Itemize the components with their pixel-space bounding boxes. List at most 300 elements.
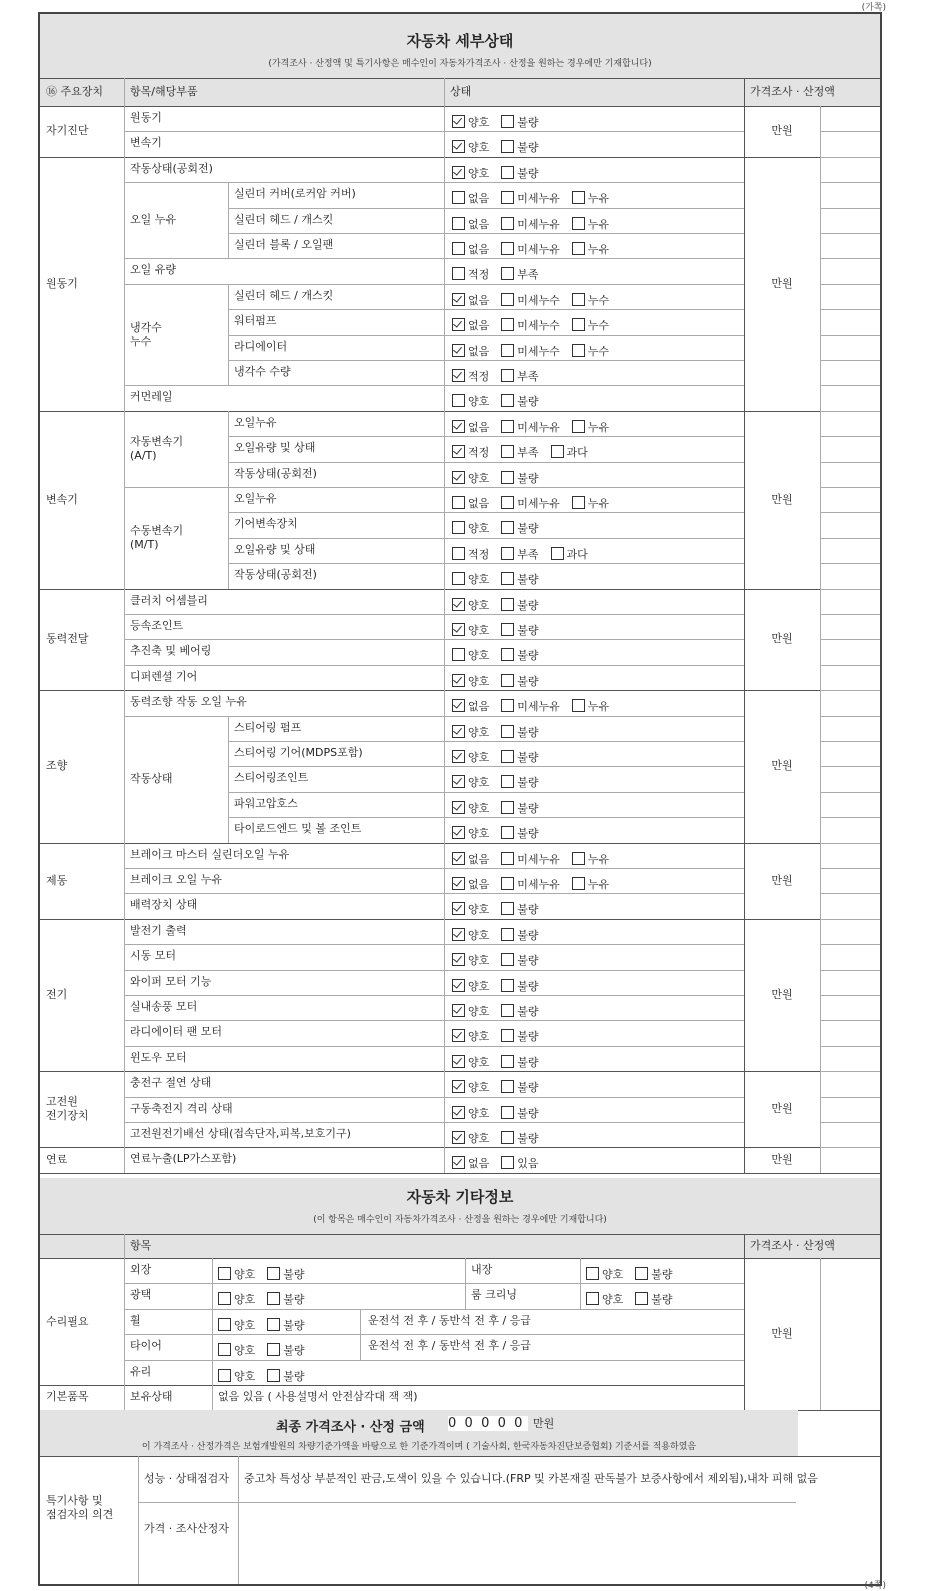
status-checkbox[interactable]	[501, 928, 514, 941]
extra-option[interactable]	[267, 1266, 304, 1282]
status-checkbox[interactable]	[501, 140, 514, 153]
status-checkbox[interactable]	[452, 902, 465, 915]
status-checkbox[interactable]	[501, 166, 514, 179]
status-checkbox[interactable]	[501, 852, 514, 865]
status-checkbox[interactable]	[501, 750, 514, 763]
status-option-label: 미세누수	[517, 319, 560, 333]
status-checkbox[interactable]	[501, 191, 514, 204]
status-option[interactable]	[452, 673, 489, 689]
status-option[interactable]	[452, 546, 489, 562]
status-option[interactable]	[452, 393, 489, 409]
status-option[interactable]	[572, 876, 609, 892]
status-option-label: 양호	[468, 954, 490, 968]
grid-line	[820, 1020, 880, 1021]
grid-line	[228, 436, 744, 437]
status-option[interactable]	[452, 368, 489, 384]
status-option[interactable]	[501, 292, 560, 308]
grid-line	[228, 233, 744, 234]
status-option[interactable]	[501, 698, 560, 714]
status-checkbox[interactable]	[452, 725, 465, 738]
extra-option[interactable]	[267, 1368, 304, 1384]
status-checkbox[interactable]	[501, 623, 514, 636]
status-checkbox[interactable]	[501, 877, 514, 890]
grid-line	[744, 1147, 820, 1148]
grid-line	[820, 131, 880, 132]
status-option[interactable]	[501, 647, 538, 663]
status-option[interactable]	[452, 851, 489, 867]
header-item: 항목/해당부품	[130, 85, 198, 98]
status-checkbox[interactable]	[501, 496, 514, 509]
status-checkbox[interactable]	[452, 979, 465, 992]
status-option-label: 양호	[468, 979, 490, 993]
status-checkbox[interactable]	[452, 1004, 465, 1017]
status-checkbox[interactable]	[572, 877, 585, 890]
status-checkbox[interactable]	[501, 547, 514, 560]
status-checkbox[interactable]	[572, 191, 585, 204]
subgroup-label: 냉각수 누수	[130, 320, 162, 348]
status-option-label: 불량	[517, 395, 539, 409]
status-option[interactable]	[501, 368, 538, 384]
extra-checkbox[interactable]	[267, 1292, 280, 1305]
item-label: 타이로드엔드 및 볼 조인트	[234, 822, 362, 836]
status-option[interactable]	[452, 952, 489, 968]
status-checkbox[interactable]	[501, 674, 514, 687]
status-checkbox[interactable]	[452, 648, 465, 661]
extra-option[interactable]	[218, 1317, 255, 1333]
status-option[interactable]	[501, 165, 538, 181]
status-option[interactable]	[452, 114, 489, 130]
status-checkbox[interactable]	[452, 826, 465, 839]
status-option[interactable]	[501, 419, 560, 435]
grid-line	[138, 1456, 139, 1584]
status-checkbox[interactable]	[452, 115, 465, 128]
status-checkbox[interactable]	[572, 344, 585, 357]
status-option-label: 미세누유	[517, 700, 560, 714]
status-option[interactable]	[452, 419, 489, 435]
status-option[interactable]	[501, 800, 538, 816]
status-option[interactable]	[501, 393, 538, 409]
status-checkbox[interactable]	[452, 471, 465, 484]
status-option[interactable]	[501, 1028, 538, 1044]
status-option[interactable]	[452, 1130, 489, 1146]
status-option-label: 과다	[566, 446, 588, 460]
status-option[interactable]	[572, 241, 609, 257]
status-checkbox[interactable]	[501, 1131, 514, 1144]
status-checkbox[interactable]	[501, 775, 514, 788]
extra-option[interactable]	[586, 1291, 623, 1307]
status-option[interactable]	[501, 851, 560, 867]
status-option-label: 불량	[517, 725, 539, 739]
extra-checkbox[interactable]	[267, 1318, 280, 1331]
status-checkbox[interactable]	[551, 547, 564, 560]
status-option[interactable]	[572, 190, 609, 206]
grid-line	[820, 716, 880, 717]
status-checkbox[interactable]	[572, 293, 585, 306]
extra-checkbox[interactable]	[218, 1369, 231, 1382]
status-options	[452, 771, 551, 790]
status-option[interactable]	[501, 571, 538, 587]
status-checkbox[interactable]	[452, 877, 465, 890]
status-option[interactable]	[572, 419, 609, 435]
status-checkbox[interactable]	[501, 267, 514, 280]
extra-checkbox[interactable]	[218, 1292, 231, 1305]
extra-checkbox[interactable]	[586, 1292, 599, 1305]
status-option-label: 미세누유	[517, 852, 560, 866]
status-option-label: 양호	[468, 141, 490, 155]
status-checkbox[interactable]	[452, 750, 465, 763]
grid-line	[212, 1258, 213, 1410]
status-option[interactable]	[501, 978, 538, 994]
status-option[interactable]	[501, 927, 538, 943]
status-checkbox[interactable]	[452, 674, 465, 687]
extra-option[interactable]	[635, 1266, 672, 1282]
status-checkbox[interactable]	[501, 242, 514, 255]
grid-line	[40, 157, 744, 158]
extra-checkbox[interactable]	[218, 1318, 231, 1331]
status-options	[452, 873, 621, 892]
status-checkbox[interactable]	[572, 242, 585, 255]
grid-line	[124, 284, 744, 285]
status-option[interactable]	[452, 317, 489, 333]
price-unit: 만원	[771, 988, 793, 1001]
status-option[interactable]	[572, 343, 609, 359]
status-option[interactable]	[452, 241, 489, 257]
status-checkbox[interactable]	[452, 928, 465, 941]
status-option[interactable]	[501, 825, 538, 841]
extra-option[interactable]	[267, 1342, 304, 1358]
status-option[interactable]	[452, 978, 489, 994]
status-option[interactable]	[452, 520, 489, 536]
status-options	[452, 517, 551, 536]
status-checkbox[interactable]	[501, 217, 514, 230]
final-amount-digits[interactable]: 0 0 0 0 0	[448, 1416, 528, 1431]
status-checkbox[interactable]	[501, 471, 514, 484]
status-option[interactable]	[501, 1105, 538, 1121]
status-option[interactable]	[452, 698, 489, 714]
status-option[interactable]	[501, 1079, 538, 1095]
status-option[interactable]	[452, 343, 489, 359]
status-checkbox[interactable]	[572, 420, 585, 433]
status-checkbox[interactable]	[501, 648, 514, 661]
status-option[interactable]	[501, 495, 560, 511]
status-checkbox[interactable]	[452, 801, 465, 814]
status-option-label: 불량	[517, 1081, 539, 1095]
status-option[interactable]	[452, 724, 489, 740]
status-option[interactable]	[452, 774, 489, 790]
status-option-label: 불량	[517, 801, 539, 815]
status-option[interactable]	[452, 190, 489, 206]
extra-option[interactable]	[218, 1342, 255, 1358]
extra-checkbox[interactable]	[267, 1369, 280, 1382]
item-label: 오일유량 및 상태	[234, 441, 316, 455]
item-label: 워터펌프	[234, 314, 277, 328]
status-option[interactable]	[501, 774, 538, 790]
status-option[interactable]	[501, 952, 538, 968]
grid-line	[820, 563, 880, 564]
status-checkbox[interactable]	[452, 191, 465, 204]
status-option[interactable]	[501, 139, 538, 155]
status-checkbox[interactable]	[452, 242, 465, 255]
status-checkbox[interactable]	[452, 1080, 465, 1093]
status-checkbox[interactable]	[501, 1029, 514, 1042]
status-option[interactable]	[452, 800, 489, 816]
status-option-label: 누수	[587, 319, 610, 333]
status-option[interactable]	[452, 1003, 489, 1019]
status-checkbox[interactable]	[452, 496, 465, 509]
status-checkbox[interactable]	[452, 775, 465, 788]
status-option-label: 적정	[468, 446, 490, 460]
item-label: 스티어링 펌프	[234, 720, 302, 734]
status-checkbox[interactable]	[452, 267, 465, 280]
status-checkbox[interactable]	[501, 318, 514, 331]
status-option[interactable]	[452, 876, 489, 892]
status-options	[452, 289, 621, 308]
status-checkbox[interactable]	[452, 1029, 465, 1042]
detail-subtitle: (가격조사 · 산정액 및 특기사항은 매수인이 자동차가격조사 · 산정을 원하는 경우에만 기재합니다)	[268, 59, 652, 69]
status-option-label: 양호	[468, 674, 490, 688]
status-checkbox[interactable]	[572, 217, 585, 230]
status-checkbox[interactable]	[501, 293, 514, 306]
status-option[interactable]	[452, 165, 489, 181]
status-checkbox[interactable]	[501, 979, 514, 992]
grid-line	[444, 78, 445, 1173]
extra-checkbox[interactable]	[635, 1292, 648, 1305]
status-option[interactable]	[452, 470, 489, 486]
status-option[interactable]	[501, 1003, 538, 1019]
status-checkbox[interactable]	[501, 1106, 514, 1119]
status-option[interactable]	[501, 520, 538, 536]
status-option[interactable]	[501, 444, 538, 460]
status-checkbox[interactable]	[452, 1106, 465, 1119]
status-checkbox[interactable]	[501, 369, 514, 382]
status-option[interactable]	[452, 1079, 489, 1095]
status-checkbox[interactable]	[501, 1156, 514, 1169]
status-option-label: 미세누유	[517, 878, 560, 891]
status-checkbox[interactable]	[501, 344, 514, 357]
status-option[interactable]	[452, 927, 489, 943]
status-checkbox[interactable]	[452, 344, 465, 357]
extra-option[interactable]	[218, 1266, 255, 1282]
extra-checkbox[interactable]	[218, 1343, 231, 1356]
grid-line	[40, 843, 744, 844]
status-option[interactable]	[501, 749, 538, 765]
status-option[interactable]	[501, 114, 538, 130]
status-option[interactable]	[452, 292, 489, 308]
grid-line	[820, 868, 880, 869]
status-option[interactable]	[452, 622, 489, 638]
status-checkbox[interactable]	[501, 1004, 514, 1017]
status-option-label: 누유	[587, 420, 610, 434]
status-checkbox[interactable]	[452, 369, 465, 382]
extra-checkbox[interactable]	[218, 1267, 231, 1280]
category-label: 동력전달	[46, 632, 89, 646]
status-option[interactable]	[452, 139, 489, 155]
status-option[interactable]	[501, 1155, 538, 1171]
status-checkbox[interactable]	[501, 420, 514, 433]
status-option-label: 미세누수	[517, 293, 560, 307]
status-checkbox[interactable]	[452, 1055, 465, 1068]
status-option-label: 부족	[517, 446, 539, 460]
status-option[interactable]	[501, 546, 538, 562]
status-checkbox[interactable]	[501, 521, 514, 534]
status-checkbox[interactable]	[452, 293, 465, 306]
status-option[interactable]	[501, 597, 538, 613]
status-checkbox[interactable]	[452, 1156, 465, 1169]
extra-checkbox[interactable]	[635, 1267, 648, 1280]
status-checkbox[interactable]	[452, 166, 465, 179]
status-checkbox[interactable]	[452, 140, 465, 153]
status-checkbox[interactable]	[452, 420, 465, 433]
status-option[interactable]	[452, 749, 489, 765]
category-label: 자기진단	[46, 124, 89, 138]
status-option[interactable]	[452, 216, 489, 232]
status-option-label: 누유	[587, 852, 610, 866]
extra-option[interactable]	[635, 1291, 672, 1307]
status-option[interactable]	[452, 571, 489, 587]
status-option[interactable]	[501, 622, 538, 638]
grid-line	[228, 411, 229, 487]
extra-option[interactable]	[218, 1368, 255, 1384]
status-checkbox[interactable]	[501, 953, 514, 966]
grid-line	[228, 309, 744, 310]
status-option-label: 불량	[517, 903, 539, 917]
item-label: 와이퍼 모터 기능	[130, 974, 212, 988]
status-option[interactable]	[501, 216, 560, 232]
status-checkbox[interactable]	[452, 572, 465, 585]
grid-line	[820, 944, 880, 945]
extra-checkbox[interactable]	[267, 1267, 280, 1280]
extra-option-label: 불량	[651, 1268, 673, 1281]
extra-checkbox[interactable]	[586, 1267, 599, 1280]
status-option[interactable]	[452, 1054, 489, 1070]
status-checkbox[interactable]	[501, 699, 514, 712]
status-option[interactable]	[551, 546, 588, 562]
grid-line	[124, 1360, 744, 1361]
extra-option-label: 양호	[602, 1293, 624, 1307]
status-option-label: 미세누유	[517, 243, 560, 256]
status-option[interactable]	[501, 1054, 538, 1070]
status-checkbox[interactable]	[572, 852, 585, 865]
status-checkbox[interactable]	[452, 623, 465, 636]
status-option[interactable]	[501, 470, 538, 486]
extra-option-label: 양호	[234, 1293, 256, 1307]
status-option[interactable]	[452, 266, 489, 282]
grid-line	[820, 208, 880, 209]
status-checkbox[interactable]	[452, 445, 465, 458]
status-checkbox[interactable]	[452, 521, 465, 534]
status-option[interactable]	[501, 724, 538, 740]
extra-option[interactable]	[267, 1317, 304, 1333]
perf-inspector-opinion[interactable]: 중고차 특성상 부분적인 판금,도색이 있을 수 있습니다.(FRP 및 카본재질 판독불가 보증사항에서 제외됨),내차 피해 없음	[244, 1472, 818, 1486]
status-option-label: 없음	[468, 293, 490, 307]
status-checkbox[interactable]	[452, 852, 465, 865]
status-checkbox[interactable]	[452, 598, 465, 611]
category-label: 조향	[46, 759, 68, 773]
status-option[interactable]	[452, 647, 489, 663]
item-label: 추진축 및 베어링	[130, 644, 212, 658]
status-option[interactable]	[572, 317, 609, 333]
status-option[interactable]	[572, 292, 609, 308]
status-checkbox[interactable]	[501, 902, 514, 915]
status-option[interactable]	[572, 495, 609, 511]
status-checkbox[interactable]	[452, 217, 465, 230]
status-option[interactable]	[572, 851, 609, 867]
extra-checkbox[interactable]	[267, 1343, 280, 1356]
grid-line	[124, 665, 744, 666]
price-unit: 만원	[771, 492, 793, 506]
status-option[interactable]	[452, 901, 489, 917]
status-option[interactable]	[452, 1105, 489, 1121]
price-unit: 만원	[771, 759, 793, 773]
status-option[interactable]	[551, 444, 588, 460]
item-label: 원동기	[130, 111, 162, 124]
status-option[interactable]	[452, 1155, 489, 1171]
status-option[interactable]	[501, 673, 538, 689]
status-checkbox[interactable]	[452, 953, 465, 966]
status-option[interactable]	[452, 444, 489, 460]
status-checkbox[interactable]	[452, 394, 465, 407]
status-option[interactable]	[572, 216, 609, 232]
status-checkbox[interactable]	[501, 598, 514, 611]
status-options	[452, 467, 551, 486]
status-checkbox[interactable]	[501, 394, 514, 407]
grid-line	[820, 893, 880, 894]
grid-line	[820, 233, 880, 234]
status-option[interactable]	[452, 1028, 489, 1044]
status-option[interactable]	[452, 597, 489, 613]
status-option[interactable]	[501, 901, 538, 917]
status-checkbox[interactable]	[501, 801, 514, 814]
status-options	[452, 848, 621, 867]
status-checkbox[interactable]	[501, 115, 514, 128]
status-checkbox[interactable]	[572, 496, 585, 509]
status-checkbox[interactable]	[452, 1131, 465, 1144]
status-option[interactable]	[501, 343, 560, 359]
extra-option[interactable]	[218, 1291, 255, 1307]
status-checkbox[interactable]	[501, 826, 514, 839]
extra-option-label: 불량	[651, 1293, 673, 1307]
status-checkbox[interactable]	[572, 699, 585, 712]
status-option[interactable]	[501, 317, 560, 333]
extra-option[interactable]	[267, 1291, 304, 1307]
status-option[interactable]	[572, 698, 609, 714]
status-checkbox[interactable]	[501, 445, 514, 458]
status-checkbox[interactable]	[452, 699, 465, 712]
status-option[interactable]	[452, 825, 489, 841]
extra-option[interactable]	[586, 1266, 623, 1282]
category-label: 변속기	[46, 492, 78, 506]
status-checkbox[interactable]	[452, 547, 465, 560]
category-label: 고전원 전기장치	[46, 1095, 89, 1123]
status-checkbox[interactable]	[501, 1055, 514, 1068]
status-option[interactable]	[501, 241, 560, 257]
status-checkbox[interactable]	[501, 572, 514, 585]
status-checkbox[interactable]	[452, 318, 465, 331]
status-checkbox[interactable]	[551, 445, 564, 458]
status-checkbox[interactable]	[501, 725, 514, 738]
status-option[interactable]	[501, 1130, 538, 1146]
grid-line	[40, 690, 744, 691]
status-option[interactable]	[501, 190, 560, 206]
status-option[interactable]	[501, 876, 560, 892]
status-checkbox[interactable]	[501, 1080, 514, 1093]
status-options	[452, 822, 551, 841]
status-option-label: 양호	[468, 751, 490, 764]
perf-inspector-label: 성능 · 상태점검자	[144, 1472, 229, 1486]
status-option[interactable]	[501, 266, 538, 282]
status-checkbox[interactable]	[572, 318, 585, 331]
status-option[interactable]	[452, 495, 489, 511]
